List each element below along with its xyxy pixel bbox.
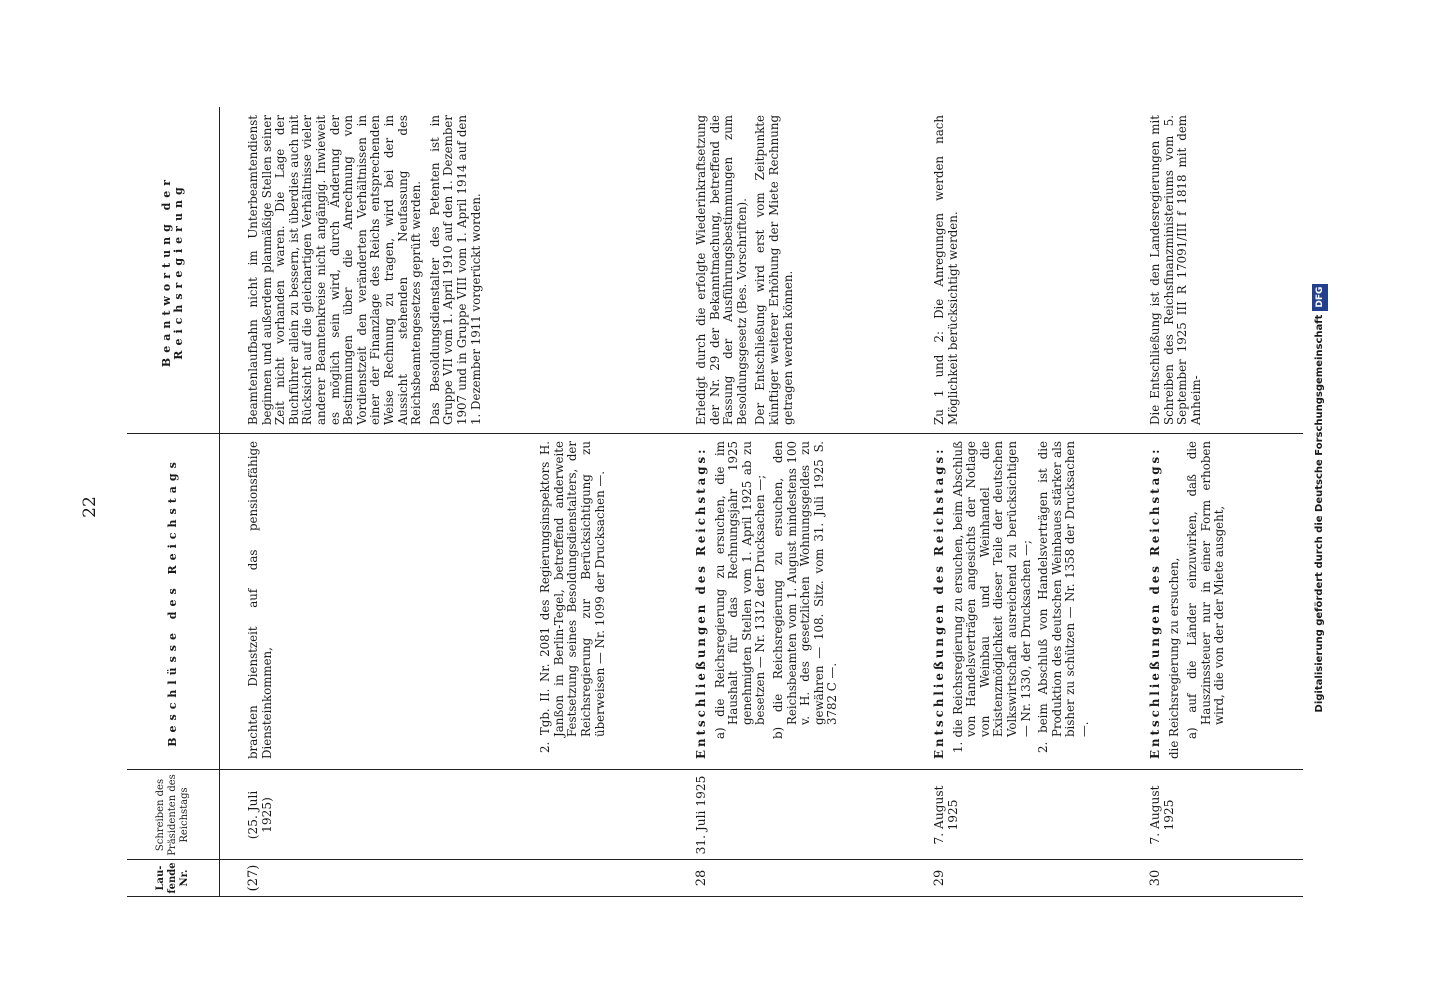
row-date: (25. Juli 1925) [246,790,274,840]
decision-heading: Entschließungen des Reichstags: [694,446,708,759]
row-number: 29 [932,869,947,887]
row-date: 31. Juli 1925 [694,775,708,855]
row-answer [695,115,800,425]
table-row [683,107,913,897]
decision-item: 2. Tgb. II. Nr. 2081 des Regierungsinspektors H. Janßon in Berlin-Tegel, betreffend anderweite Festsetzung seines Besoldungsdienstalters, der Reichsregierung zur Berücksichtigung zu überweisen — Nr. 1099 der Drucksachen —. [538,441,607,753]
row-decision [695,441,844,759]
decision-text: die Reichsregierung zu ersuchen, [1166,557,1181,759]
table-row [1137,107,1303,897]
answer-text: Das Besoldungsdienstalter des Petenten ist in Gruppe VII vom 1. April 1910 auf den 1. Dezember 1907 und in Gruppe VIII vom 1. April 1914 auf den 1. Dezember 1911 vorgerückt worden. [427,115,483,425]
row-decision [247,441,611,759]
row-number: (27) [246,864,261,892]
decision-heading: Entschließungen des Reichstags: [1148,446,1162,759]
decision-item: 1. die Reichsregierung zu ersuchen, beim Abschluß von Handelsverträgen angesichts der Notlage von Weinbau und Weinhandel die Existenzmöglichkeit dieser Teile der deutschen Volkswirtschaft ausreichend zu berücksichtigen — Nr. 1330, der Drucksachen —; [950,441,1033,753]
row-decision [933,441,1096,759]
header-schreiben: Schreiben des Präsidenten des Reichstags [155,774,190,856]
header-nr: Lau- fende Nr. [155,862,190,894]
table-row [917,107,1137,897]
table-row [225,107,625,897]
answer-text: Der Entschließung wird erst vom Zeitpunkte künftiger weiterer Erhöhung der Miete Rechnung getragen werden können. [753,115,795,425]
row-number: 28 [694,869,709,887]
dfg-logo: DFG [1312,284,1328,311]
decision-item: b) die Reichsregierung zu ersuchen, den Reichsbeamten vom 1. August mindestens 100 v. H. des gesetzlichen Wohnungsgeldes zu gewähren — 108. Sitz. vom 31. Juli 1925 S. 3782 C —. [770,441,840,739]
row-answer [247,115,488,425]
header-beantwortung: Beantwortung der Reichsregierung [160,174,185,368]
row-decision [1149,441,1231,759]
credit-text: Digitalisierung gefördert durch die Deutsche Forschungsgemeinschaft [1314,314,1325,713]
decision-item: 2. beim Abschluß von Handelsverträgen ist die Produktion des deutschen Weinbaues stärker als bisher zu schützen — Nr. 1358 der Drucksachen —. [1036,441,1091,753]
table-header [127,107,220,897]
resolutions-table [127,107,1303,897]
header-beschluesse: Beschlüsse des Reichstags [166,457,179,747]
decision-text: brachten Dienstzeit auf das pensionsfähige Diensteinkommen, [246,441,274,759]
row-answer [933,115,965,425]
page-number: 22 [80,496,100,518]
decision-item: a) die Reichsregierung zu ersuchen, die im Haushalt für das Rechnungsjahr 1925 genehmigten Stellen vom 1. April 1925 ab zu besetzen — Nr. 1312 der Drucksachen —; [712,441,768,739]
answer-text: Beamtenlaufbahn nicht im Unterbeamtendienst beginnen und außerdem planmäßige Stellen seiner Zeit nicht vorhanden waren. Die Lage der Buchführer allein zu bessern, ist überdies auch mit Rücksicht auf die gleichartigen Verhältnisse vieler anderer Beamtenkreise nicht angängig. Inwieweit es möglich sein wird, durch Änderung der Bestimmungen über die Anrechnung von Vordienstzeit den veränderten Verhältnissen in einer der Finanzlage des Reichs entsprechenden Weise Rechnung zu tragen, wird bei der in Aussicht stehenden Neufassung des Reichsbeamtengesetzes geprüft werden. [246,115,424,425]
answer-text: Die Entschließung ist den Landesregierungen mit Schreiben des Reichsfinanzministeriums vom 5. September 1925 III R 17091/III f 1818 mit dem Anheim- [1148,115,1203,425]
digitization-credit [1312,218,1328,778]
row-date: 7. August 1925 [932,785,960,845]
decision-heading: Entschließungen des Reichstags: [932,446,946,759]
answer-text: Erledigt durch die erfolgte Wiederinkraftsetzung der Nr. 29 der Bekanntmachung, betreffend die Fassung der Ausführungsbestimmungen zum Besoldungsgesetz (Bes. Vorschriften). [694,115,749,425]
row-date: 7. August 1925 [1148,785,1176,845]
decision-item: a) auf die Länder einzuwirken, daß die Hauszinssteuer nur in einer Form erhoben wird, die von der der Miete ausgeht, [1185,441,1227,739]
row-number: 30 [1148,869,1163,887]
row-answer [1149,115,1208,425]
answer-text: Zu 1 und 2: Die Anregungen werden nach Möglichkeit berücksichtigt werden. [932,115,960,425]
